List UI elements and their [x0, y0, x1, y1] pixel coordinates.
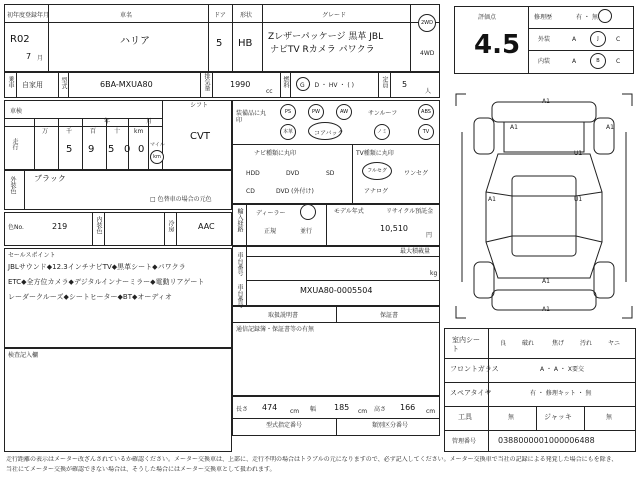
- disp-unit: cc: [266, 88, 273, 95]
- damage-label-6: U1: [574, 196, 583, 203]
- navi-circle: ノミ: [374, 124, 390, 140]
- mileage-col-100: 百: [90, 128, 97, 135]
- interior-grade-a: A: [572, 58, 577, 65]
- dealer-label: ディーラー: [256, 210, 286, 217]
- interior-grade-c: C: [616, 58, 621, 65]
- dealer-selected: 正規: [264, 228, 277, 235]
- mileage-label: 走行: [11, 138, 18, 150]
- first-reg-month: 7: [26, 52, 32, 61]
- aw-circle: AW: [336, 104, 352, 120]
- nav-sd: SD: [326, 170, 335, 177]
- abs-circle: ABS: [418, 104, 434, 120]
- damage-label-4: U1: [574, 150, 583, 157]
- tools-label: 工具: [458, 413, 472, 421]
- drive-2wd-circle: 2WD: [418, 14, 436, 32]
- mileage-col-1k: 千: [66, 128, 73, 135]
- recycle-value: 10,510: [380, 224, 408, 233]
- height-value: 166: [400, 403, 416, 412]
- repair-label: 修理歴: [534, 14, 553, 21]
- airbag-circle: [308, 122, 342, 140]
- car-name-value: ハリア: [120, 36, 150, 47]
- usage-value: 自家用: [22, 81, 43, 89]
- model-label: 型式: [60, 77, 67, 89]
- height-unit: cm: [426, 408, 436, 415]
- mileage-col-km: km: [134, 128, 144, 135]
- inspection-note-label: 検査記入欄: [8, 352, 39, 359]
- manage-number-label: 管理番号: [452, 438, 477, 445]
- dealer-circle: [300, 204, 316, 220]
- grade-line1: Zレザーパッケージ 黒革 JBL: [268, 32, 384, 42]
- dealer-parallel: 並行: [300, 228, 313, 235]
- mileage-col-10: 十: [114, 128, 121, 135]
- mileage-digit-4: 0: [124, 144, 131, 155]
- registration-row: [4, 72, 440, 98]
- score-value: 4.5: [474, 30, 521, 60]
- car-inspection-label: 車検: [10, 108, 23, 115]
- color-change-note: □ 色替車の場合の元色: [150, 196, 212, 203]
- damage-label-5: A1: [488, 196, 496, 203]
- sales-point-line-3: レーダークルーズ◆シートヒーター◆BT◆オーディオ: [8, 293, 172, 301]
- fuel-options: G ・ D ・ HV ・ ( ): [300, 82, 354, 89]
- first-reg-value: R02: [10, 34, 30, 45]
- nav-dvd-ext: DVD (外付け): [276, 188, 314, 195]
- damage-label-7: A1: [542, 278, 550, 285]
- room-opt-burn: 焦げ: [552, 340, 565, 347]
- grade-label: グレード: [322, 12, 347, 19]
- width-label: 幅: [310, 406, 317, 413]
- warranty-label: 保証書: [380, 312, 399, 319]
- shape-label: 形状: [240, 12, 253, 19]
- tools-value: 無: [508, 414, 515, 421]
- usage-label: 乗車: [7, 76, 14, 88]
- capacity-value: 5: [402, 80, 408, 89]
- color-no-label: 色No.: [8, 224, 24, 231]
- inspection-month-label: 月: [146, 118, 153, 125]
- capacity-label: 定員: [381, 76, 388, 88]
- tv-type-label: TV種類に丸印: [356, 150, 394, 157]
- car-name-label: 車名: [120, 12, 133, 19]
- mileage-col-10k: 万: [42, 128, 49, 135]
- shape-value: HB: [238, 38, 253, 49]
- capacity-unit: 人: [425, 88, 432, 95]
- room-opt-good: 良: [500, 340, 507, 347]
- score-label: 評価点: [478, 14, 497, 21]
- interior-grade-label: 内装: [538, 58, 551, 65]
- width-value: 185: [334, 403, 350, 412]
- damage-label-1: A1: [542, 98, 550, 105]
- inspection-note-block: [4, 348, 232, 452]
- ps-circle: PS: [280, 104, 296, 120]
- mileage-digit-2: 9: [88, 144, 95, 155]
- max-load-unit: kg: [430, 270, 438, 277]
- model-value: 6BA-MXUA80: [100, 80, 153, 89]
- sales-point-label: セールスポイント: [8, 252, 56, 259]
- doors-value: 5: [216, 38, 223, 49]
- max-load-label: 最大積載量: [400, 248, 431, 255]
- jack-value: 無: [606, 414, 613, 421]
- recycle-label: リサイクル預託金: [386, 208, 434, 215]
- chassis-section-label: 車台番号: [236, 252, 243, 276]
- length-unit: cm: [290, 408, 300, 415]
- room-opt-dirty: 汚れ: [580, 340, 593, 347]
- exterior-grade-a: A: [572, 36, 577, 43]
- leather-circle: 本革: [280, 124, 296, 140]
- length-value: 474: [262, 403, 278, 412]
- first-reg-label: 初年度登録年月: [7, 12, 50, 19]
- room-opt-torn: 破れ: [522, 340, 535, 347]
- inspection-year-label: 年: [104, 118, 111, 125]
- category-number-label: 類別区分番号: [372, 422, 409, 429]
- shift-value: CVT: [190, 131, 210, 142]
- sales-point-line-2: ETC◆全方位カメラ◆デジタルインナーミラー◆電動リアゲート: [8, 278, 205, 286]
- doors-label: ドア: [214, 12, 226, 19]
- height-label: 高さ: [374, 406, 387, 413]
- equipment-label: 装備品に丸印: [236, 110, 267, 124]
- sunroof-label: サンルーフ: [368, 110, 398, 117]
- spare-tire-label: スペアタイヤ: [450, 389, 492, 397]
- mile-unit: マイル: [150, 142, 165, 148]
- room-seat-label: 室内シート: [452, 336, 480, 353]
- damage-label-2: A1: [510, 124, 518, 131]
- spare-tire-value: 有 ・ 修理キット ・ 無: [530, 390, 592, 397]
- nav-dvd: DVD: [286, 170, 300, 177]
- glass-value: A ・ A ・ X要交: [540, 366, 584, 373]
- tv-circle: TV: [418, 124, 434, 140]
- exterior-grade-label: 外装: [538, 36, 551, 43]
- exterior-grade-c: C: [616, 36, 621, 43]
- interior-color-label: 内装色: [95, 216, 102, 234]
- first-reg-month-unit: 月: [37, 55, 44, 62]
- manage-number-value: 0388000001000006488: [498, 436, 595, 445]
- interior-grade-circle: B: [590, 53, 606, 69]
- exterior-color-value: ブラック: [34, 174, 66, 183]
- chassis-value: MXUA80-0005504: [300, 286, 373, 295]
- mileage-digit-1: 5: [66, 144, 73, 155]
- footer-note-1: 走行距離の表示はメーター改ざんされているか確認ください。メーター交換車は、上部に、走行不明の場合はトラブルの元になりますので、必ず記入してください。メーター交換車で当社の記録による発覚した場合にもを除き、: [6, 456, 618, 463]
- shift-label: シフト: [190, 102, 209, 109]
- mileage-digit-5: 0: [138, 144, 145, 155]
- disp-value: 1990: [230, 80, 251, 89]
- glass-label: フロントガラス: [450, 365, 499, 373]
- damage-label-3: A1: [606, 124, 614, 131]
- fuel-label: 燃料: [282, 76, 289, 88]
- exterior-color-label: 外装色: [9, 176, 16, 194]
- manual-label: 取扱説明書: [268, 312, 299, 319]
- pw-circle: PW: [308, 104, 324, 120]
- aircon-label: 冷房: [167, 220, 174, 232]
- footer-note-2: 当社にてメーター交換が確認できない場合は、そうした場合にはメーター交換車として扱われます。: [6, 466, 276, 473]
- repair-options: 有 ・ 無: [576, 14, 598, 21]
- dealer-route-label: 輸入経路: [236, 208, 243, 232]
- km-unit-circle: km: [150, 150, 164, 164]
- import-label: モデル年式: [334, 208, 364, 215]
- chassis-block: [232, 246, 440, 306]
- recycle-unit: 円: [426, 232, 433, 239]
- aircon-value: AAC: [198, 222, 215, 231]
- records-label: 通信記録簿・保証書等の有無: [236, 326, 315, 333]
- nav-hdd: HDD: [246, 170, 260, 177]
- tv-fullseg-circle: フルセグ: [362, 162, 392, 180]
- jack-label: ジャッキ: [544, 413, 572, 421]
- sales-point-line-1: JBLサウンド◆12.3インチナビTV◆黒革シート◆パワクラ: [8, 263, 186, 271]
- nav-cd: CD: [246, 188, 255, 195]
- color-no-value: 219: [52, 222, 68, 231]
- airbag-label: コアバック: [314, 130, 344, 137]
- mileage-digit-3: 5: [108, 144, 115, 155]
- length-label: 長さ: [236, 406, 249, 413]
- damage-label-8: A1: [542, 306, 550, 313]
- room-opt-smoke: ヤニ: [608, 340, 621, 347]
- repair-none-circle: [598, 9, 612, 23]
- tv-oneseg: ワンセグ: [404, 170, 429, 177]
- tv-analog: アナログ: [364, 188, 389, 195]
- disp-label: 排気量: [203, 73, 210, 91]
- nav-type-label: ナビ種類に丸印: [254, 150, 297, 157]
- grade-line2: ナビTV Rカメラ パワクラ: [270, 45, 375, 55]
- chassis-sub-label: 車台番号: [236, 284, 243, 308]
- type-number-label: 型式指定番号: [266, 422, 303, 429]
- width-unit: cm: [358, 408, 368, 415]
- exterior-grade-circle: J: [590, 31, 606, 47]
- drive-4wd-label: 4WD: [420, 50, 435, 57]
